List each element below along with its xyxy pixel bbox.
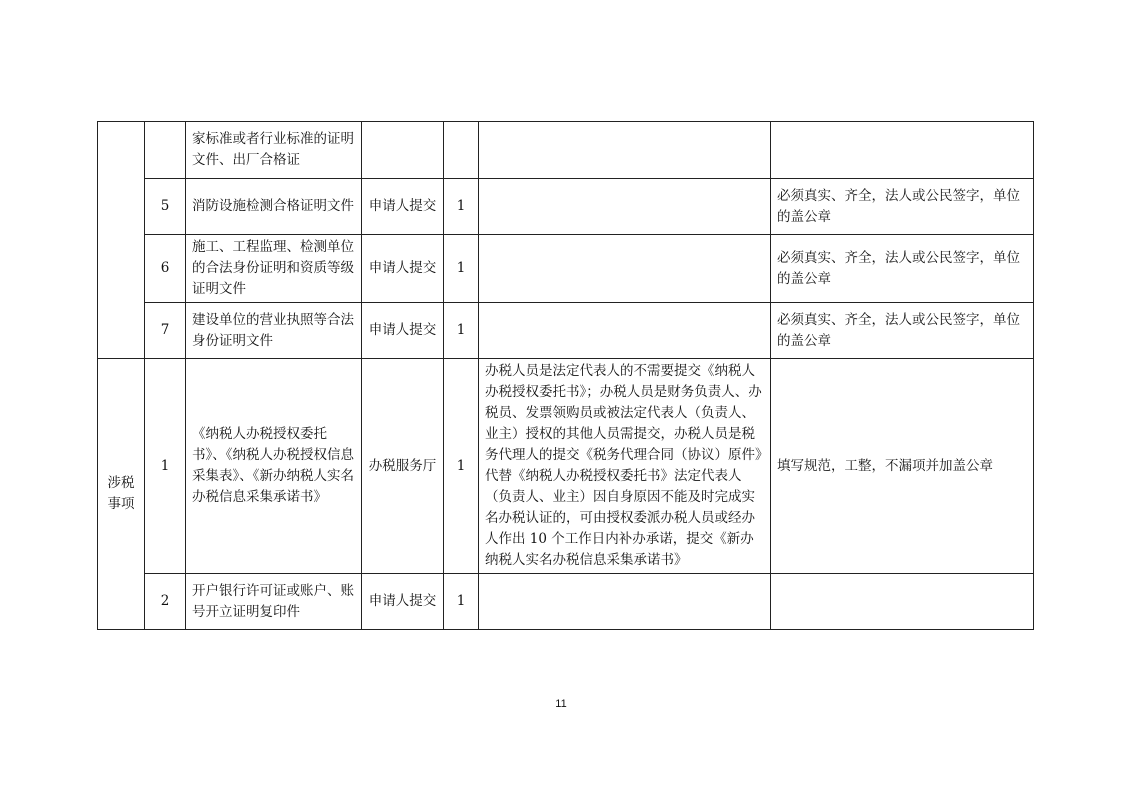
material-description (479, 574, 771, 630)
table-row (98, 235, 1034, 303)
material-description (479, 235, 771, 303)
copy-count: 1 (444, 359, 479, 574)
table-row (98, 359, 1034, 574)
material-name: 建设单位的营业执照等合法身份证明文件 (186, 303, 362, 359)
row-number: 1 (145, 359, 186, 574)
copy-count: 1 (444, 179, 479, 235)
category-cell (98, 122, 145, 359)
material-name: 施工、工程监理、检测单位的合法身份证明和资质等级证明文件 (186, 235, 362, 303)
table-row (98, 574, 1034, 630)
material-name: 《纳税人办税授权委托书》、《纳税人办税授权信息采集表》、《新办纳税人实名办税信息采集承诺书》 (186, 359, 362, 574)
table-row (98, 179, 1034, 235)
table-row (98, 303, 1034, 359)
material-name: 家标准或者行业标准的证明文件、出厂合格证 (186, 122, 362, 179)
material-source (362, 122, 444, 179)
copy-count: 1 (444, 235, 479, 303)
category-tax-matters: 涉税事项 (98, 359, 145, 630)
material-description (479, 122, 771, 179)
material-source: 申请人提交 (362, 303, 444, 359)
material-requirement: 必须真实、齐全，法人或公民签字，单位的盖公章 (771, 235, 1034, 303)
material-source: 办税服务厅 (362, 359, 444, 574)
row-number: 2 (145, 574, 186, 630)
material-requirement: 必须真实、齐全，法人或公民签字，单位的盖公章 (771, 179, 1034, 235)
material-requirement (771, 574, 1034, 630)
row-number: 6 (145, 235, 186, 303)
material-name: 开户银行许可证或账户、账号开立证明复印件 (186, 574, 362, 630)
row-number: 7 (145, 303, 186, 359)
material-source: 申请人提交 (362, 179, 444, 235)
materials-table (97, 121, 1034, 630)
row-number (145, 122, 186, 179)
material-source: 申请人提交 (362, 574, 444, 630)
material-requirement: 必须真实、齐全，法人或公民签字，单位的盖公章 (771, 303, 1034, 359)
material-source: 申请人提交 (362, 235, 444, 303)
copy-count (444, 122, 479, 179)
material-name: 消防设施检测合格证明文件 (186, 179, 362, 235)
copy-count: 1 (444, 303, 479, 359)
table-row (98, 122, 1034, 179)
row-number: 5 (145, 179, 186, 235)
copy-count: 1 (444, 574, 479, 630)
material-description (479, 303, 771, 359)
material-requirement (771, 122, 1034, 179)
page-number: 11 (555, 698, 567, 710)
material-requirement: 填写规范，工整，不漏项并加盖公章 (771, 359, 1034, 574)
material-description (479, 179, 771, 235)
material-description: 办税人员是法定代表人的不需要提交《纳税人办税授权委托书》；办税人员是财务负责人、办税员、发票领购员或被法定代表人（负责人、业主）授权的其他人员需提交，办税人员是税务代理人的提交《税务代理合同（协议）原件》代替《纳税人办税授权委托书》法定代表人（负责人、业主）因自身原因不能及时完成实名办税认证的，可由授权委派办税人员或经办人作出 10 个工作日内补办承诺，提交《新办纳税人实名办税信息采集承诺书》 (479, 359, 771, 574)
